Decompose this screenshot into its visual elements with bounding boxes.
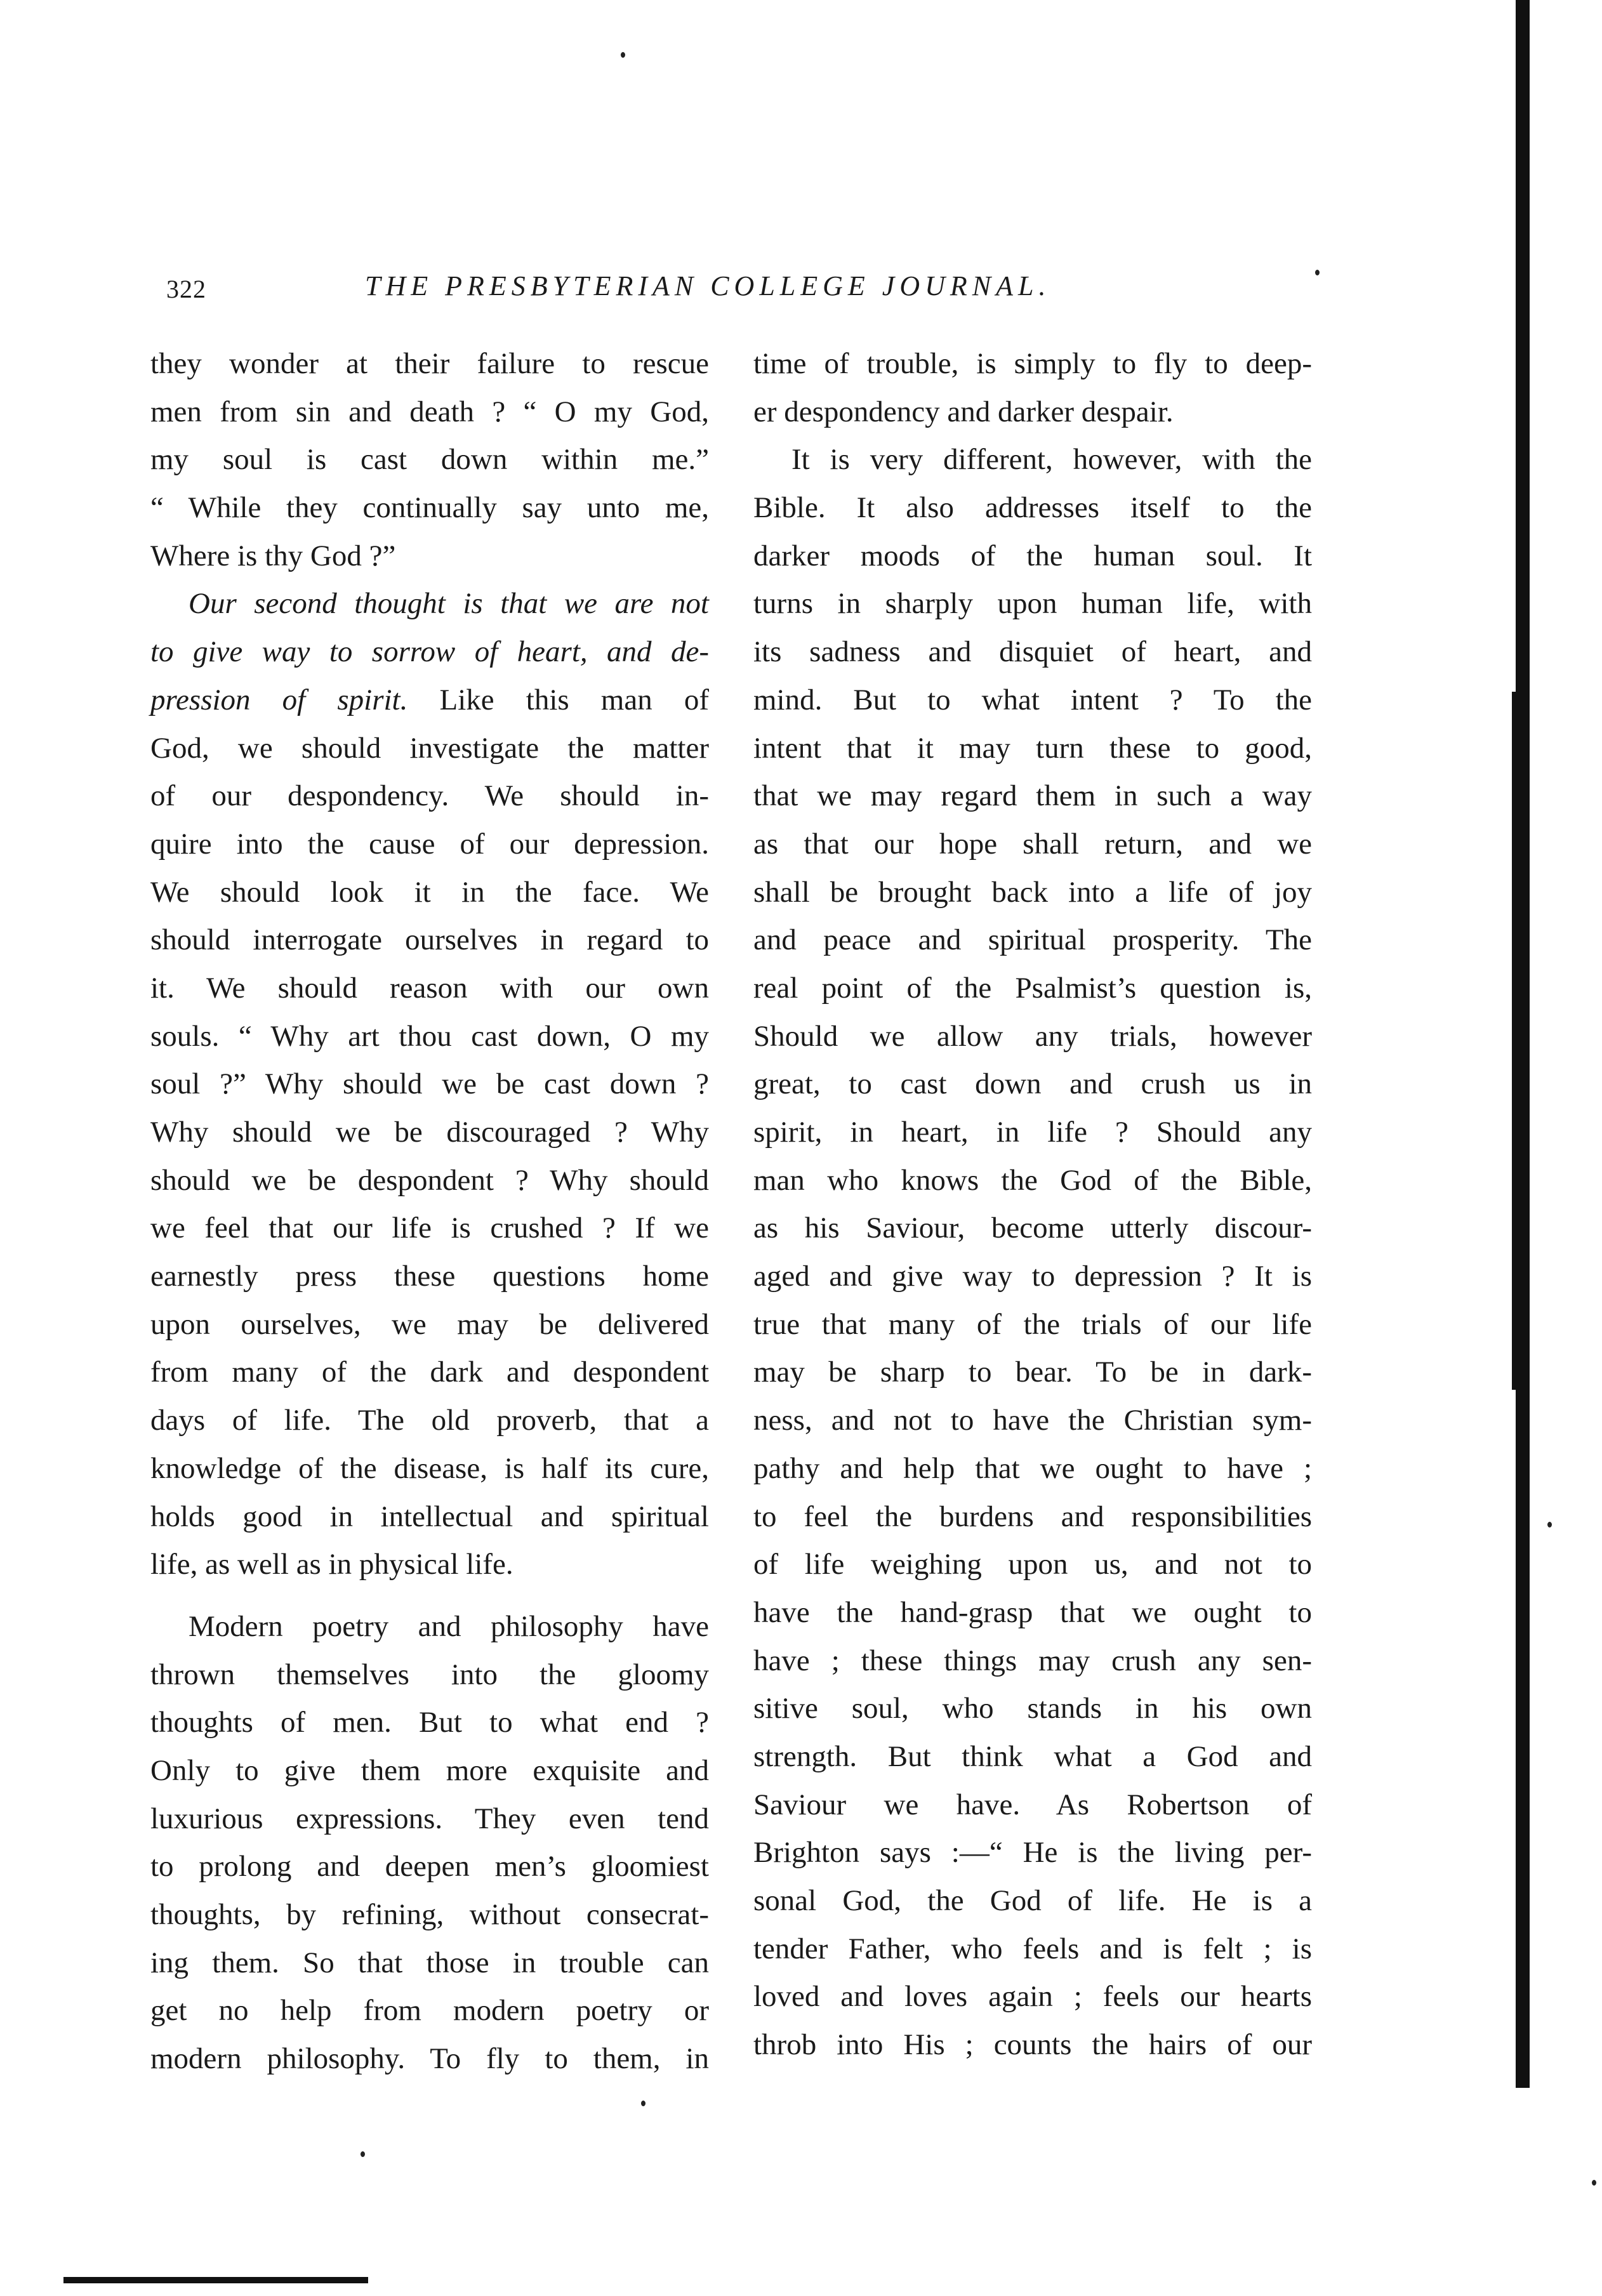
left-column-text-line: ing them. So that those in trouble can: [150, 1946, 709, 1979]
left-column-text-line: modern philosophy. To fly to them, in: [150, 2042, 709, 2076]
right-column-text-line: and peace and spiritual prosperity. The: [753, 923, 1312, 957]
ink-speck: [1315, 270, 1320, 275]
right-column-text-line: as that our hope shall return, and we: [753, 827, 1312, 861]
left-column-text-line: men from sin and death ? “ O my God,: [150, 395, 709, 428]
right-column-text-line: pathy and help that we ought to have ;: [753, 1451, 1312, 1485]
left-column-text-line: knowledge of the disease, is half its cure,: [150, 1451, 709, 1485]
ink-speck: [361, 2151, 365, 2157]
left-column-text-line: thrown themselves into the gloomy: [150, 1658, 709, 1691]
left-column-text-line: thoughts of men. But to what end ?: [150, 1706, 709, 1739]
right-column-text-line: time of trouble, is simply to fly to deep-: [753, 347, 1312, 380]
left-column-text-line: luxurious expressions. They even tend: [150, 1802, 709, 1835]
left-column-text-line: Why should we be discouraged ? Why: [150, 1116, 709, 1149]
left-column-text-line: thoughts, by refining, without consecrat-: [150, 1898, 709, 1931]
ink-speck: [621, 52, 625, 58]
left-column-text-line: get no help from modern poetry or: [150, 1994, 709, 2028]
left-column-text-line: to prolong and deepen men’s gloomiest: [150, 1850, 709, 1884]
left-column-text-line: of our despondency. We should in-: [150, 779, 709, 813]
left-column-text-line: pression of spirit. Like this man of: [150, 683, 709, 716]
right-column: [753, 340, 1312, 2069]
right-column-text-line: have the hand-grasp that we ought to: [753, 1595, 1312, 1629]
running-head: THE PRESBYTERIAN COLLEGE JOURNAL.: [365, 270, 1051, 301]
right-column-text-line: sonal God, the God of life. He is a: [753, 1884, 1312, 1917]
right-column-text-line: aged and give way to depression ? It is: [753, 1260, 1312, 1293]
right-column-text-line: It is very different, however, with the: [791, 443, 1312, 477]
left-column-text-line: “ While they continually say unto me,: [150, 491, 709, 525]
left-column-text-line: should we be despondent ? Why should: [150, 1163, 709, 1197]
binding-edge-shadow-thick: [1512, 692, 1528, 1390]
right-column-text-line: Should we allow any trials, however: [753, 1019, 1312, 1053]
right-column-text-line: throb into His ; counts the hairs of our: [753, 2028, 1312, 2062]
right-column-text-line: spirit, in heart, in life ? Should any: [753, 1116, 1312, 1149]
ink-speck: [1547, 1522, 1552, 1527]
right-column-text-line: er despondency and darker despair.: [753, 395, 1174, 428]
left-column-text-line: soul ?” Why should we be cast down ?: [150, 1067, 709, 1101]
left-column-text-line: God, we should investigate the matter: [150, 731, 709, 765]
right-column-text-line: sitive soul, who stands in his own: [753, 1692, 1312, 1725]
left-column-text-line: upon ourselves, we may be delivered: [150, 1307, 709, 1341]
right-column-text-line: have ; these things may crush any sen-: [753, 1644, 1312, 1677]
left-column-text-line: quire into the cause of our depression.: [150, 827, 709, 861]
left-column-text-line: Where is thy God ?”: [150, 539, 396, 572]
left-column-text-line: to give way to sorrow of heart, and de-: [150, 635, 709, 669]
left-column-text-line: Our second thought is that we are not: [189, 587, 709, 621]
right-column-text-line: of life weighing upon us, and not to: [753, 1548, 1312, 1581]
right-column-text-line: intent that it may turn these to good,: [753, 731, 1312, 765]
right-column-text-line: shall be brought back into a life of joy: [753, 875, 1312, 909]
left-column-text-line: We should look it in the face. We: [150, 875, 709, 909]
left-column-text-line: Modern poetry and philosophy have: [189, 1609, 709, 1643]
right-column-text-line: strength. But think what a God and: [753, 1739, 1312, 1773]
right-column-text-line: great, to cast down and crush us in: [753, 1067, 1312, 1101]
right-column-text-line: darker moods of the human soul. It: [753, 539, 1312, 572]
left-column-text-line: it. We should reason with our own: [150, 971, 709, 1005]
right-column-text-line: may be sharp to bear. To be in dark-: [753, 1356, 1312, 1389]
right-column-text-line: mind. But to what intent ? To the: [753, 683, 1312, 716]
right-column-text-line: Brighton says :—“ He is the living per-: [753, 1836, 1312, 1870]
left-column-text-line: earnestly press these questions home: [150, 1260, 709, 1293]
left-column-text-line: souls. “ Why art thou cast down, O my: [150, 1019, 709, 1053]
left-column-text-line: we feel that our life is crushed ? If we: [150, 1211, 709, 1245]
left-column-text-line: should interrogate ourselves in regard to: [150, 923, 709, 957]
left-column-text-line: they wonder at their failure to rescue: [150, 347, 709, 380]
right-column-text-line: man who knows the God of the Bible,: [753, 1163, 1312, 1197]
ink-speck: [1592, 2180, 1596, 2186]
right-column-text-line: as his Saviour, become utterly discour-: [753, 1211, 1312, 1245]
right-column-text-line: real point of the Psalmist’s question is,: [753, 971, 1312, 1005]
left-column-text-line: Only to give them more exquisite and: [150, 1753, 709, 1787]
left-column-text-line: life, as well as in physical life.: [150, 1548, 513, 1581]
page-number: 322: [166, 275, 206, 303]
right-column-text-line: turns in sharply upon human life, with: [753, 587, 1312, 621]
left-column-text-line: my soul is cast down within me.”: [150, 443, 709, 477]
right-column-text-line: its sadness and disquiet of heart, and: [753, 635, 1312, 669]
left-column: [150, 340, 709, 2083]
ink-speck: [641, 2101, 645, 2106]
right-column-text-line: true that many of the trials of our life: [753, 1307, 1312, 1341]
left-column-text-line: from many of the dark and despondent: [150, 1356, 709, 1389]
right-column-text-line: to feel the burdens and responsibilities: [753, 1500, 1312, 1533]
right-column-text-line: ness, and not to have the Christian sym-: [753, 1404, 1312, 1437]
left-column-text-line: days of life. The old proverb, that a: [150, 1404, 709, 1437]
paragraph-gap: [150, 1589, 709, 1603]
left-column-text-line: holds good in intellectual and spiritual: [150, 1500, 709, 1533]
bottom-edge-mark: [63, 2277, 368, 2283]
right-column-text-line: that we may regard them in such a way: [753, 779, 1312, 813]
right-column-text-line: tender Father, who feels and is felt ; is: [753, 1932, 1312, 1965]
right-column-text-line: loved and loves again ; feels our hearts: [753, 1980, 1312, 2014]
right-column-text-line: Bible. It also addresses itself to the: [753, 491, 1312, 525]
right-column-text-line: Saviour we have. As Robertson of: [753, 1788, 1312, 1821]
